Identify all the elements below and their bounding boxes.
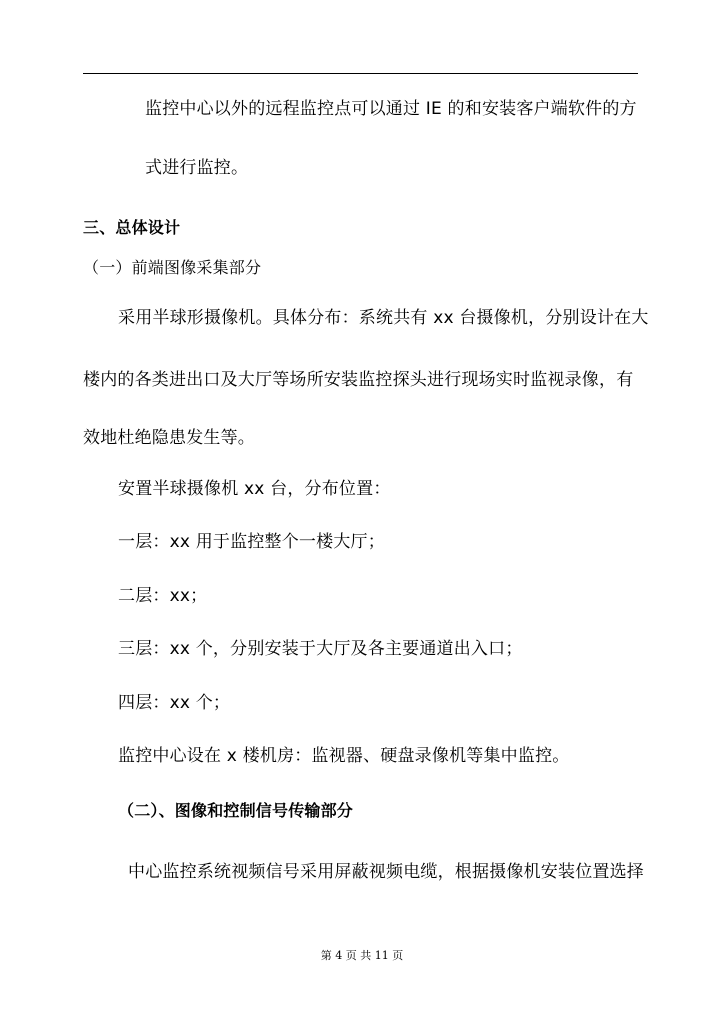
intro-line-2: 式进行监控。 [145, 158, 249, 178]
floor-2-text: 二层：xx； [118, 586, 208, 606]
header-rule [83, 73, 638, 74]
control-center-text: 监控中心设在 x 楼机房：监视器、硬盘录像机等集中监控。 [118, 746, 570, 766]
page-number-footer: 第 4 页 共 11 页 [320, 949, 404, 962]
paragraph-3-line-1: 中心监控系统视频信号采用屏蔽视频电缆，根据摄像机安装位置选择 [128, 862, 644, 882]
subsection-2-heading: （二）、图像和控制信号传输部分 [118, 801, 354, 820]
floor-1-text: 一层：xx 用于监控整个一楼大厅； [118, 532, 385, 552]
subsection-1-heading: （一）前端图像采集部分 [83, 258, 262, 277]
section-heading: 三、总体设计 [83, 218, 181, 237]
intro-line-1: 监控中心以外的远程监控点可以通过 IE 的和安装客户端软件的方 [145, 99, 637, 119]
paragraph-1-line-1: 采用半球形摄像机。具体分布：系统共有 xx 台摄像机，分别设计在大 [118, 308, 649, 328]
paragraph-1-line-3: 效地杜绝隐患发生等。 [83, 428, 255, 448]
paragraph-2: 安置半球摄像机 xx 台，分布位置： [118, 479, 391, 499]
paragraph-1-line-2: 楼内的各类进出口及大厅等场所安装监控探头进行现场实时监视录像，有 [83, 370, 634, 390]
floor-4-text: 四层：xx 个； [118, 693, 231, 713]
floor-3-text: 三层：xx 个，分别安装于大厅及各主要通道出入口； [118, 639, 523, 659]
